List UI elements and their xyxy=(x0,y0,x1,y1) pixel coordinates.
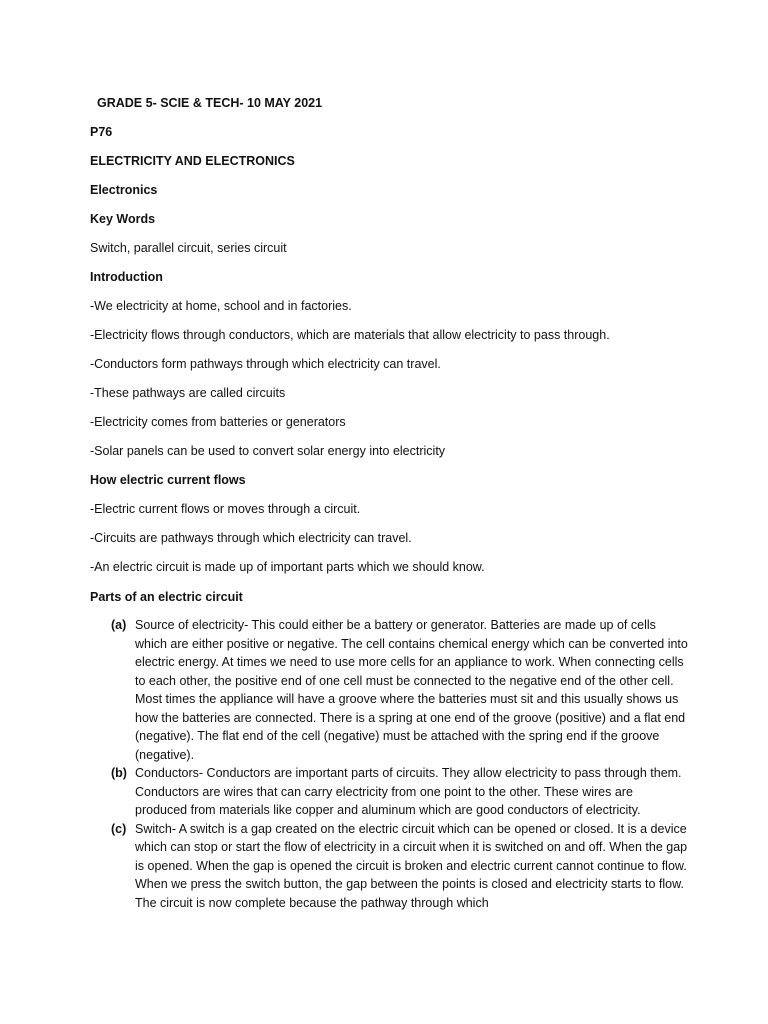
keywords-heading: Key Words xyxy=(90,212,156,226)
current-flow-heading: How electric current flows xyxy=(90,473,246,487)
intro-line: -We electricity at home, school and in factories. xyxy=(90,299,352,313)
circuit-parts-heading: Parts of an electric circuit xyxy=(90,590,243,604)
circuit-parts-list xyxy=(90,616,690,912)
list-item xyxy=(90,820,690,913)
intro-line: -Electricity comes from batteries or generators xyxy=(90,415,346,429)
flow-line: -Circuits are pathways through which electricity can travel. xyxy=(90,531,412,545)
page-reference: P76 xyxy=(90,125,113,139)
introduction-heading: Introduction xyxy=(90,270,163,284)
list-marker: (b) xyxy=(111,766,127,780)
list-item-text: Conductors- Conductors are important parts of circuits. They allow electricity to pass through them. Conductors are wires that can carry electricity from one point to the other. These wires are produced from materials like copper and aluminum which are good conductors of electricity. xyxy=(135,766,682,817)
intro-line: -Solar panels can be used to convert solar energy into electricity xyxy=(90,444,446,458)
flow-line: -Electric current flows or moves through a circuit. xyxy=(90,502,361,516)
list-marker: (c) xyxy=(111,821,127,836)
list-item-text: Source of electricity- This could either be a battery or generator. Batteries are made up of cells which are either positive or negative. The cell contains chemical energy which can be converted into electric energy. At times we need to use more cells for an appliance to work. When connecting cells to each other, the positive end of one cell must be connected to the negative end of the other cell. Most times the appliance will have a groove where the batteries must sit and this usually shows us how the batteries are connected. There is a spring at one end of the groove (positive) and a flat end (negative). The flat end of the cell (negative) must be attached with the spring end if the groove (negative). xyxy=(135,618,688,762)
topic-heading: Electronics xyxy=(90,183,158,197)
keywords-text: Switch, parallel circuit, series circuit xyxy=(90,241,287,255)
flow-line: -An electric circuit is made up of important parts which we should know. xyxy=(90,560,485,574)
list-marker: (a) xyxy=(111,618,127,632)
list-item xyxy=(90,616,690,764)
intro-line: -Electricity flows through conductors, which are materials that allow electricity to pass through. xyxy=(90,328,610,342)
intro-line: -Conductors form pathways through which electricity can travel. xyxy=(90,357,441,371)
list-item-text: Switch- A switch is a gap created on the electric circuit which can be opened or closed. It is a device which can stop or start the flow of electricity in a circuit when it is switched on and off. When the gap is opened. When the gap is opened the circuit is broken and electric current cannot continue to flow. When we press the switch button, the gap between the points is closed and electricity starts to flow. The circuit is now complete because the pathway through which xyxy=(135,821,688,910)
document-title: GRADE 5- SCIE & TECH- 10 MAY 2021 xyxy=(97,96,323,110)
intro-line: -These pathways are called circuits xyxy=(90,386,286,400)
list-item xyxy=(90,764,690,820)
subject-heading: ELECTRICITY AND ELECTRONICS xyxy=(90,154,295,168)
